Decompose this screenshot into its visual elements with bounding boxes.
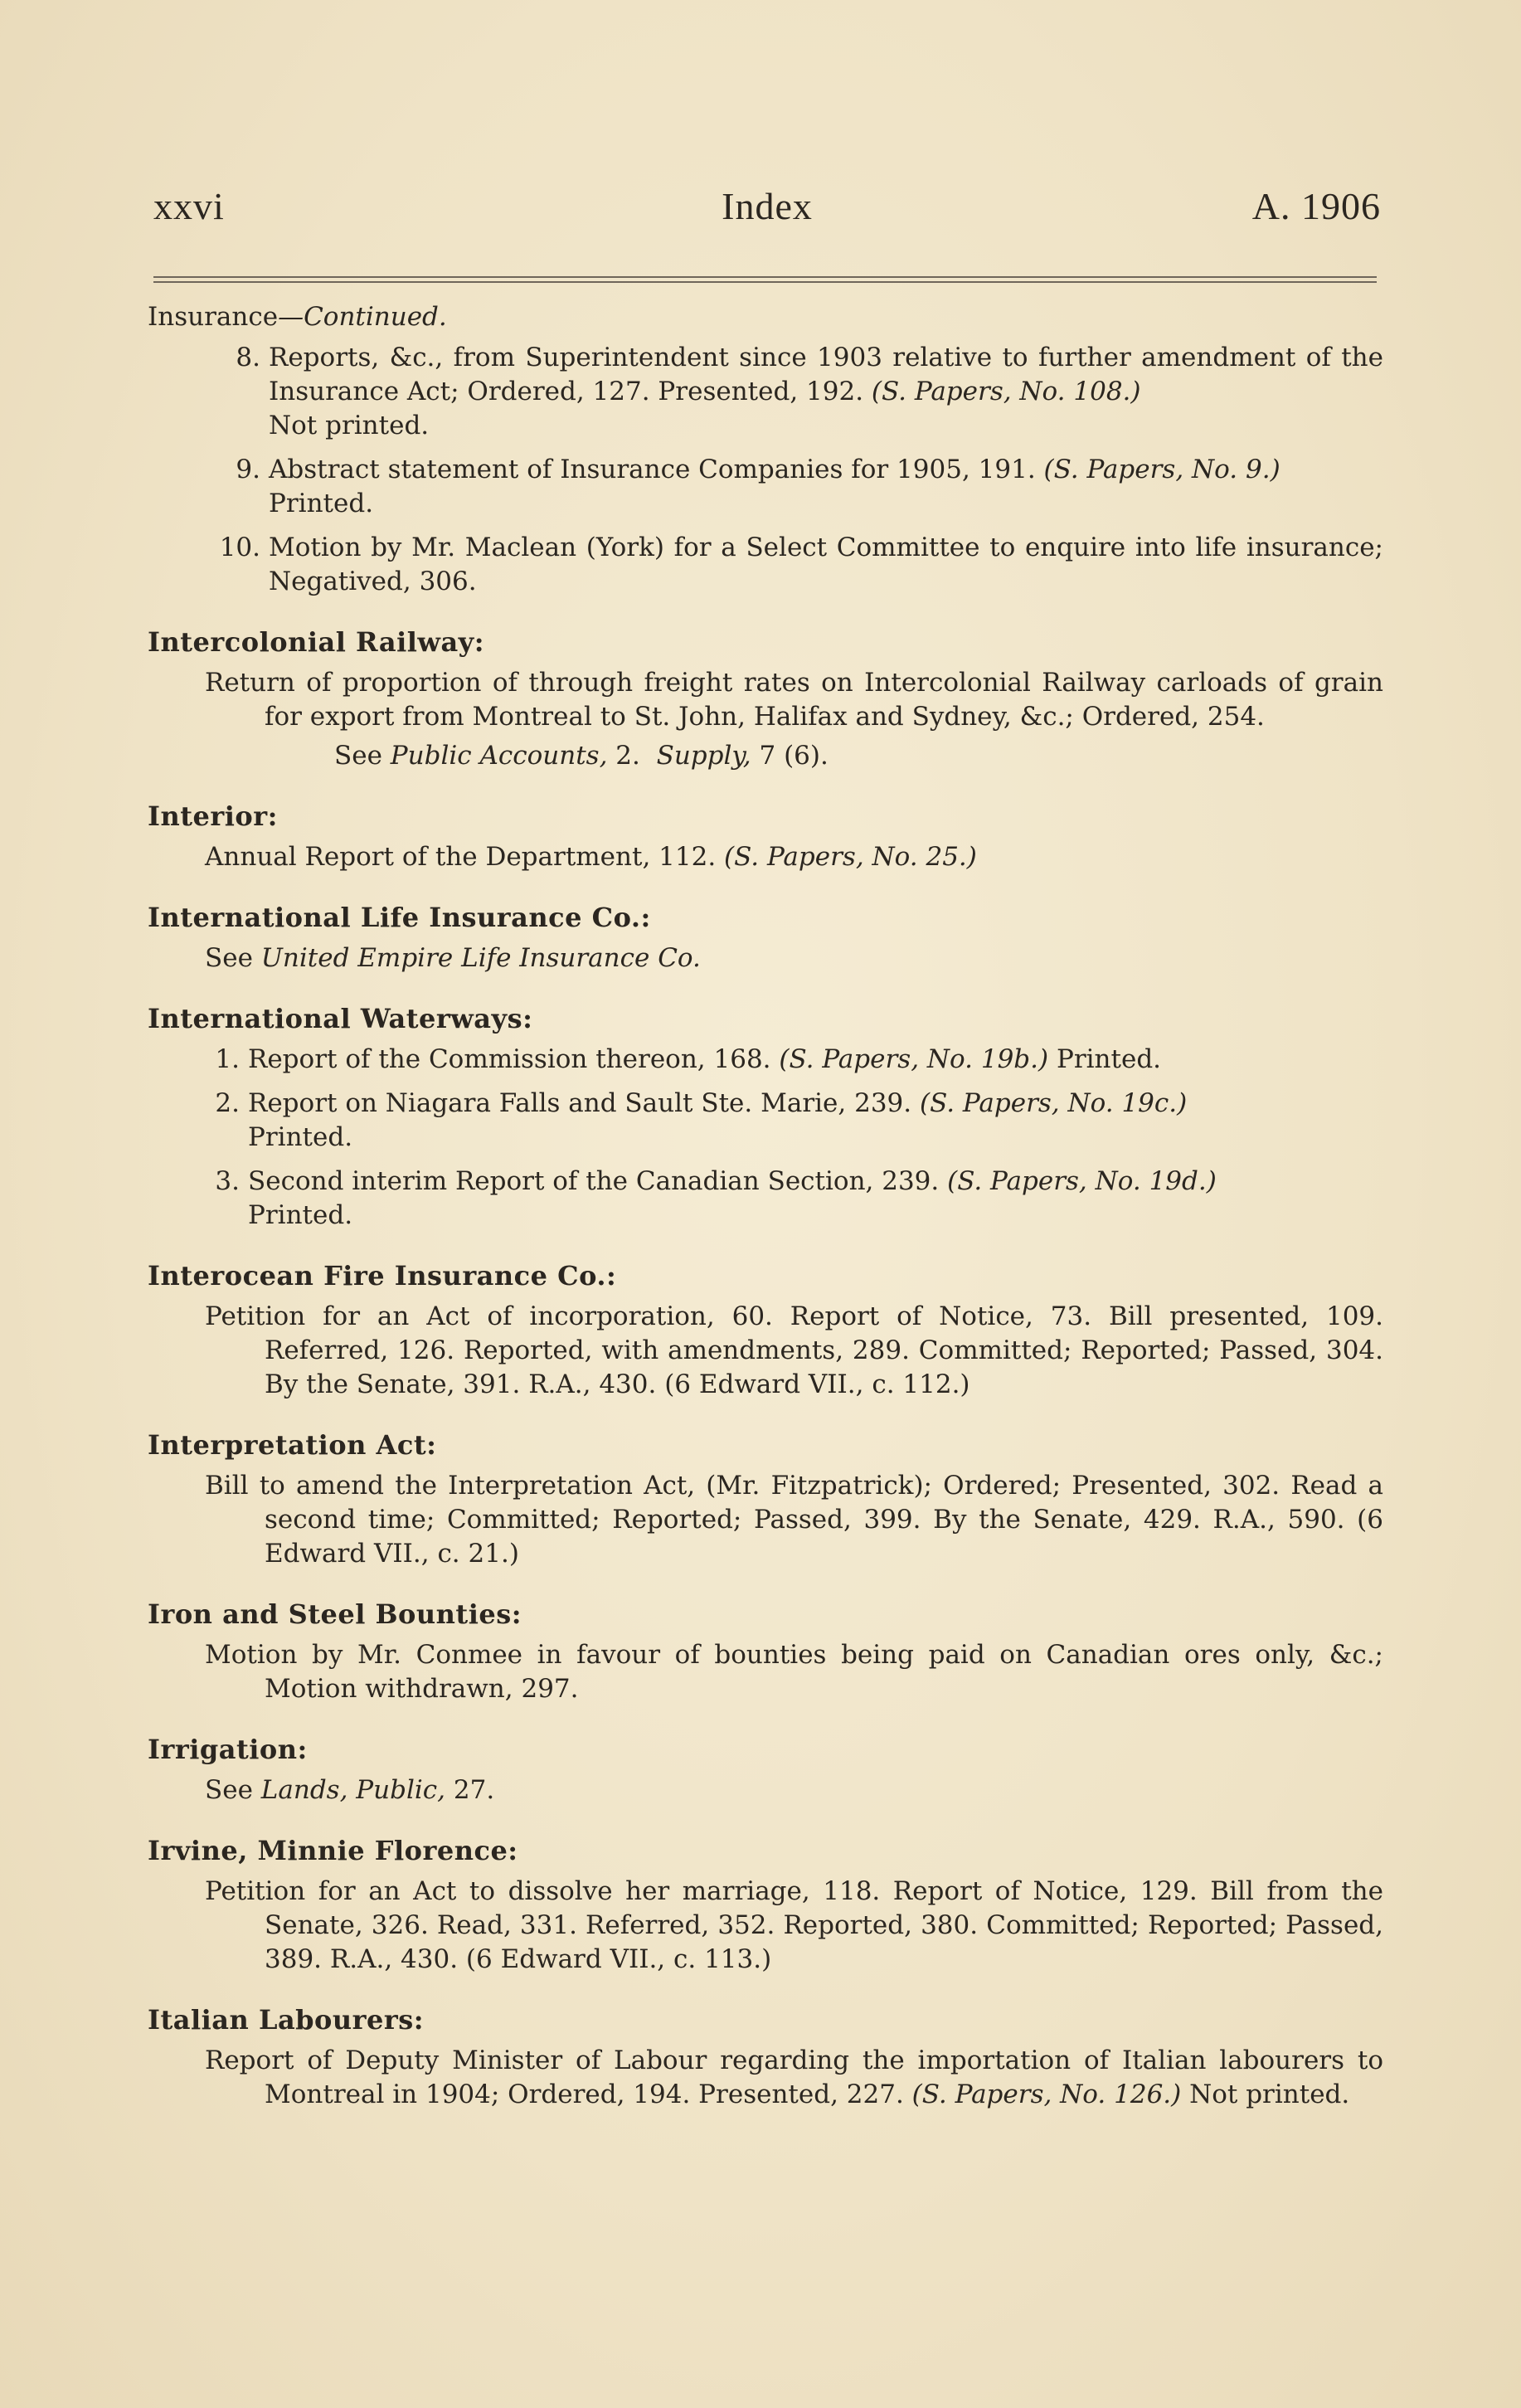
entry-heading: Irvine, Minnie Florence: <box>148 1835 518 1866</box>
index-content <box>148 300 1383 2117</box>
see-also-line: See Public Accounts, 2. Supply, 7 (6). <box>334 741 829 771</box>
entry-irrigation <box>148 1733 1383 1807</box>
page-header <box>153 184 1381 234</box>
header-rule-bottom <box>153 281 1377 283</box>
entry-heading: Interior: <box>148 800 278 832</box>
page-number: xxvi <box>153 185 225 227</box>
list-item: 10. Motion by Mr. Maclean (York) for a Select Committee to enquire into life insurance; Negatived, 306. <box>219 533 1383 596</box>
entry-text: Petition for an Act of incorporation, 60. Report of Notice, 73. Bill presented, 109. Referred, 126. Reported, with amendments, 289. Committed; Reported; Passed, 304. By the Senate, 391. R.A., 430. (6 Edward VII., c. 112.) <box>205 1301 1383 1399</box>
entry-heading: Iron and Steel Bounties: <box>148 1598 522 1630</box>
entry-heading: Interpretation Act: <box>148 1429 437 1461</box>
entry-heading: International Life Insurance Co.: <box>148 902 651 933</box>
list-item: 1. Report of the Commission thereon, 168. (S. Papers, No. 19b.) Printed. <box>215 1044 1162 1074</box>
entry-heading: International Waterways: <box>148 1003 533 1034</box>
header-rule-top <box>153 276 1377 278</box>
entry-heading: Italian Labourers: <box>148 2004 425 2036</box>
entry-heading: Interocean Fire Insurance Co.: <box>148 1260 617 1292</box>
entry-irvine <box>148 1834 1383 1977</box>
entry-heading: Irrigation: <box>148 1734 308 1765</box>
entry-text: Bill to amend the Interpretation Act, (Mr. Fitzpatrick); Ordered; Presented, 302. Read a second time; Committed; Reported; Passed, 399. By the Senate, 429. R.A., 590. (6 Edward VII., c. 21.) <box>205 1471 1383 1569</box>
entry-text: Annual Report of the Department, 112. (S. Papers, No. 25.) <box>205 842 977 872</box>
see-also-line: See Lands, Public, 27. <box>205 1775 495 1805</box>
entry-intercolonial-railway <box>148 625 1383 773</box>
entry-text: Return of proportion of through freight rates on Intercolonial Railway carloads of grain for export from Montreal to St. John, Halifax and Sydney, &c.; Ordered, 254. <box>205 668 1383 732</box>
entry-international-life <box>148 901 1383 975</box>
entry-text: Report of Deputy Minister of Labour regarding the importation of Italian labourers to Montreal in 1904; Ordered, 194. Presented, 227. (S. Papers, No. 126.) Not printed. <box>205 2046 1383 2109</box>
entry-text: Motion by Mr. Conmee in favour of bounties being paid on Canadian ores only, &c.; Motion withdrawn, 297. <box>205 1640 1383 1704</box>
list-item: 8. Reports, &c., from Superintendent since 1903 relative to further amendment of the Insurance Act; Ordered, 127. Presented, 192. (S. Papers, No. 108.) Not printed. <box>236 343 1383 440</box>
entry-interpretation-act <box>148 1428 1383 1571</box>
list-item: 2. Report on Niagara Falls and Sault Ste. Marie, 239. (S. Papers, No. 19c.) Printed. <box>215 1088 1188 1152</box>
entry-iron-steel-bounties <box>148 1598 1383 1706</box>
volume-year: A. 1906 <box>1251 185 1381 227</box>
entry-heading: Intercolonial Railway: <box>148 626 485 658</box>
entry-text: Petition for an Act to dissolve her marriage, 118. Report of Notice, 129. Bill from the Senate, 326. Read, 331. Referred, 352. Reported, 380. Committed; Reported; Passed, 389. R.A., 430. (6 Edward VII., c. 113.) <box>205 1876 1383 1974</box>
page-title: Index <box>722 185 813 227</box>
see-also-line: See United Empire Life Insurance Co. <box>205 943 701 973</box>
list-item: 9. Abstract statement of Insurance Companies for 1905, 191. (S. Papers, No. 9.) Printed. <box>236 455 1280 518</box>
entry-international-waterways <box>148 1002 1383 1233</box>
entry-interocean-fire <box>148 1259 1383 1402</box>
insurance-continued-heading: Insurance—Continued. <box>148 302 447 332</box>
entry-interior <box>148 800 1383 874</box>
entry-italian-labourers <box>148 2003 1383 2112</box>
list-item: 3. Second interim Report of the Canadian Section, 239. (S. Papers, No. 19d.) Printed. <box>215 1166 1217 1230</box>
